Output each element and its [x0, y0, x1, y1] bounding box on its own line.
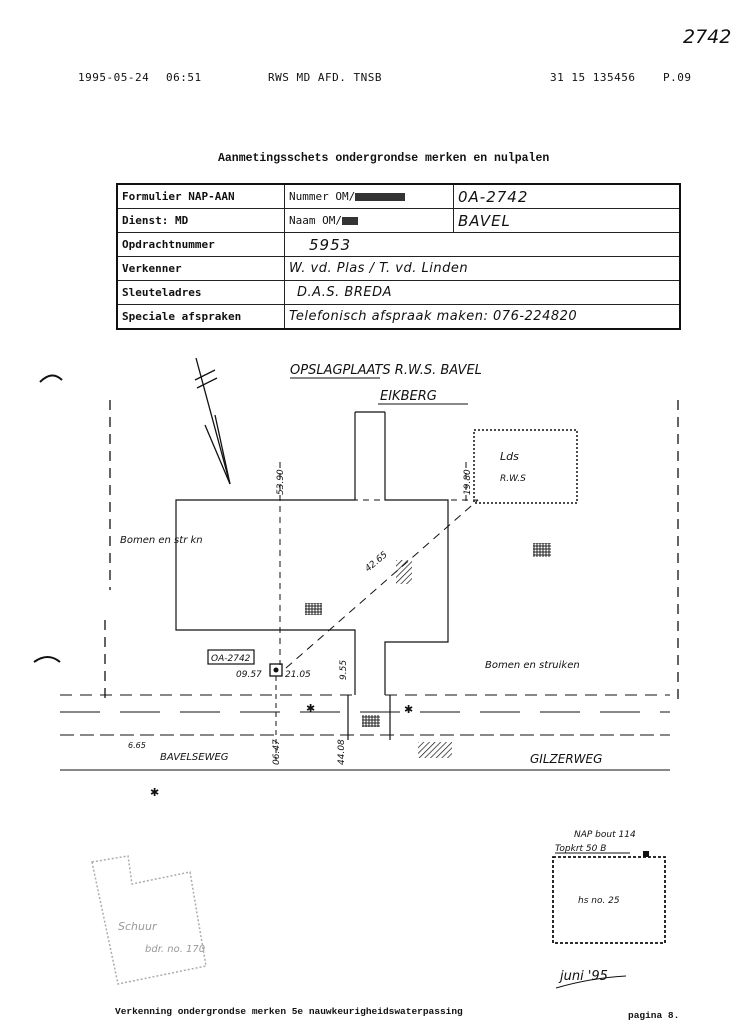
form-row	[117, 281, 680, 305]
north-arrow-icon	[195, 358, 230, 484]
distance-label: 6.65	[128, 741, 146, 750]
date-signature: juni '95	[560, 969, 608, 984]
form-title: Aanmetingsschets ondergrondse merken en nulpalen	[218, 152, 550, 165]
distance-label: 9.55	[339, 659, 349, 680]
shrub-symbol	[305, 603, 322, 615]
rws-label: R.W.S	[500, 474, 526, 484]
footer-text: Verkenning ondergrondse merken 5e nauwkeurigheidswaterpassing	[115, 1006, 463, 1017]
house-number: hs no. 25	[578, 896, 620, 906]
form-value: 0A-2742	[454, 184, 681, 209]
form-table	[116, 183, 681, 330]
star-marker-icon: ✱	[306, 702, 316, 715]
distance-label: 42.65	[363, 550, 390, 575]
form-label: Speciale afspraken	[117, 305, 285, 330]
form-label: Sleuteladres	[117, 281, 285, 305]
distance-label: 44.08	[337, 739, 347, 765]
form-row	[117, 305, 680, 330]
mid-text: Nummer OM/	[289, 190, 356, 203]
document-number: 2742	[683, 26, 732, 48]
form-mid-label	[285, 184, 454, 209]
form-label: Formulier NAP-AAN	[117, 184, 285, 209]
page-number: pagina 8.	[628, 1010, 680, 1021]
form-value: W. vd. Plas / T. vd. Linden	[285, 257, 681, 281]
topkrt-label: Topkrt 50 B	[555, 844, 607, 854]
distance-label: 19.80	[463, 469, 473, 495]
road-name: BAVELSEWEG	[160, 752, 229, 763]
form-row	[117, 184, 680, 209]
shrub-symbol	[362, 715, 380, 727]
lds-building	[474, 430, 577, 503]
redaction-mark	[342, 217, 358, 225]
fax-phone: 31 15 135456	[550, 71, 636, 84]
survey-mark-center	[274, 668, 279, 673]
form-mid-label	[285, 209, 454, 233]
fax-page: P.09	[663, 71, 692, 84]
location-sketch	[0, 345, 738, 1000]
fax-sender: RWS MD AFD. TNSB	[268, 71, 382, 84]
road-name: GILZERWEG	[530, 752, 603, 766]
barn-number: bdr. no. 170	[145, 944, 206, 955]
form-label: Opdrachtnummer	[117, 233, 285, 257]
distance-label: 21.05	[285, 670, 311, 680]
distance-label: 53.90	[276, 469, 286, 495]
lds-label: Lds	[500, 450, 519, 463]
redaction-mark	[355, 193, 405, 201]
fax-time: 06:51	[166, 71, 202, 84]
fax-date: 1995-05-24	[78, 71, 150, 84]
yard-outline	[176, 412, 355, 695]
star-marker-icon: ✱	[404, 703, 414, 716]
sketch-subtitle: EIKBERG	[380, 389, 437, 404]
nap-bout-label: NAP bout 114	[574, 830, 636, 840]
measure-line	[286, 500, 478, 668]
mark-label: OA-2742	[211, 654, 251, 664]
form-row	[117, 257, 680, 281]
form-row	[117, 233, 680, 257]
barn-label: Schuur	[118, 920, 157, 933]
mid-text: Naam OM/	[289, 214, 342, 227]
form-value: Telefonisch afspraak maken: 076-224820	[285, 305, 681, 330]
trees-label: Bomen en struiken	[485, 660, 580, 671]
form-value: D.A.S. BREDA	[285, 281, 681, 305]
shrub-symbol	[533, 543, 551, 557]
punch-hole-mark	[40, 375, 62, 382]
trees-label: Bomen en str kn	[120, 535, 203, 546]
form-value: 5953	[285, 233, 681, 257]
form-label: Verkenner	[117, 257, 285, 281]
distance-label: 06.47	[272, 739, 282, 765]
form-row	[117, 209, 680, 233]
sketch-title: OPSLAGPLAATS R.W.S. BAVEL	[290, 363, 482, 378]
star-marker-icon: ✱	[150, 786, 160, 799]
nap-bout-marker	[643, 851, 649, 857]
shrub-symbol	[418, 742, 452, 758]
punch-hole-mark	[34, 657, 60, 662]
distance-label: 09.57	[236, 670, 262, 680]
shrub-symbol	[396, 560, 412, 584]
form-value: BAVEL	[454, 209, 681, 233]
form-label: Dienst: MD	[117, 209, 285, 233]
